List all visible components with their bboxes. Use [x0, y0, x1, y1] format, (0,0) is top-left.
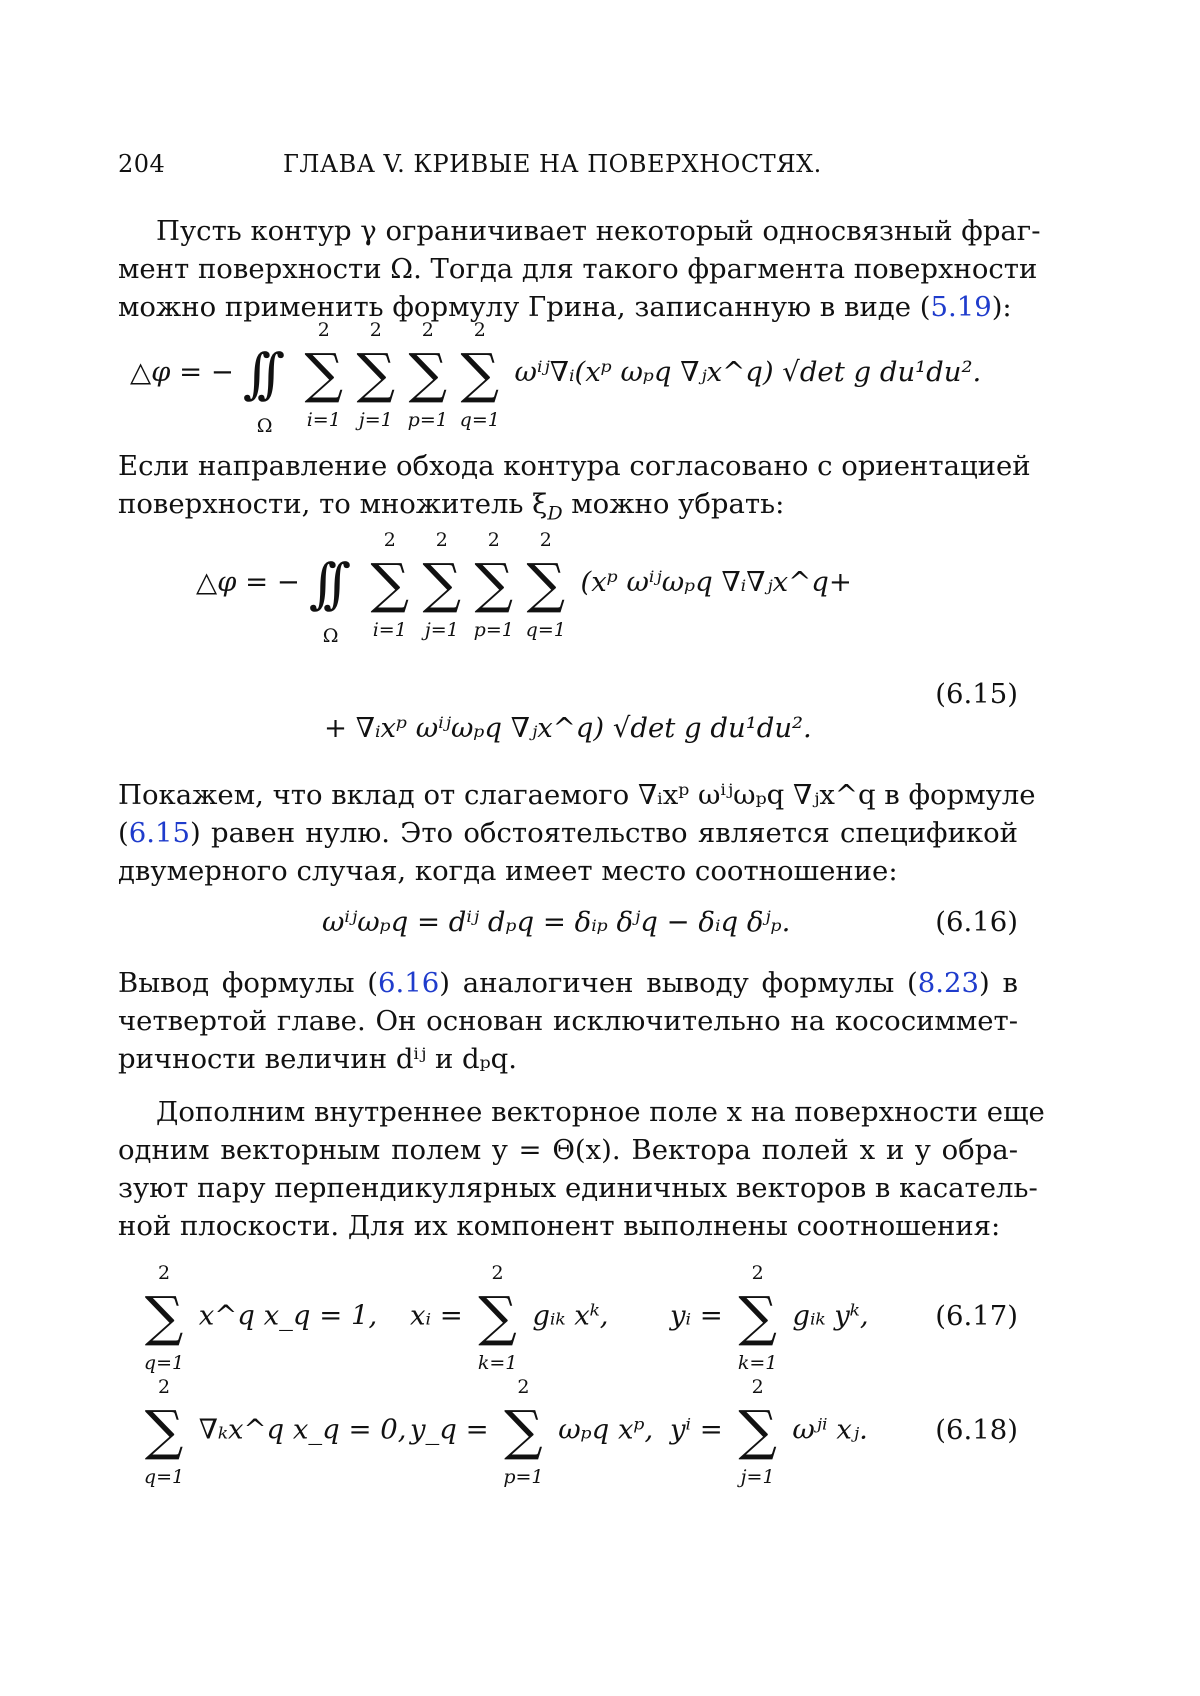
formula-6-18-a	[138, 1404, 407, 1458]
p1-line-2: мент поверхности Ω. Тогда для такого фрагмента поверхности	[118, 250, 1018, 288]
integral-domain: Ω	[257, 415, 273, 437]
sum-upper: 2	[351, 319, 401, 341]
p3-line-3: двумерного случая, когда имеет место соотношение:	[118, 852, 1018, 890]
formula-6-15-line-2	[324, 712, 812, 744]
paragraph-4	[118, 964, 1018, 1078]
sum-p: 2 ∑ p=1	[469, 557, 519, 611]
p1-line-3-end: ):	[992, 291, 1012, 323]
p4-text-a: Вывод формулы (	[118, 967, 378, 999]
f618-c-rhs: ωʲⁱ xⱼ.	[792, 1414, 867, 1446]
sum-j: 2 ∑ j=1	[417, 557, 467, 611]
sum-i: 2 ∑ i=1	[365, 557, 415, 611]
paragraph-3	[118, 776, 1018, 890]
p2-line-1: Если направление обхода контура согласовано с ориентацией	[118, 447, 1018, 485]
double-integral: ∫∫ Ω	[243, 342, 271, 405]
sum-lower: q=1	[129, 1352, 199, 1374]
f618-a-body: ∇ₖx^q x_q = 0,	[199, 1414, 407, 1446]
p2-line-2-end: можно убрать:	[563, 488, 785, 520]
ref-6-16-link[interactable]: 6.16	[378, 967, 439, 999]
sum-k: 2 ∑ k=1	[473, 1290, 523, 1344]
sum-lower: k=1	[463, 1352, 533, 1374]
sum-lower: p=1	[459, 619, 529, 641]
sum-p: 2 ∑ p=1	[403, 347, 453, 401]
p1-line-1: Пусть контур γ ограничивает некоторый односвязный фраг-	[118, 212, 1018, 250]
sum-lower: p=1	[488, 1466, 558, 1488]
p1-line-3	[118, 288, 1018, 326]
eq-number-6-15: (6.15)	[935, 678, 1018, 710]
f617-c-rhs: gᵢₖ yᵏ,	[792, 1300, 868, 1332]
p2-line-2	[118, 485, 1018, 533]
sum-lower: j=1	[723, 1466, 793, 1488]
p2-line-2-text: поверхности, то множитель ξ	[118, 488, 547, 520]
sum-lower: p=1	[393, 409, 463, 431]
p3-line-2-text: ) равен нулю. Это обстоятельство является спецификой	[190, 817, 1018, 849]
sum-upper: 2	[473, 1262, 523, 1284]
p3-line-2	[118, 814, 1018, 852]
sum-p: 2 ∑ p=1	[498, 1404, 548, 1458]
sum-upper: 2	[498, 1376, 548, 1398]
ref-8-23-link[interactable]: 8.23	[918, 967, 979, 999]
xi-subscript: D	[547, 503, 562, 525]
f615-lhs: △φ = −	[196, 566, 300, 598]
p5-line-1: Дополним внутреннее векторное поле x на поверхности еще	[118, 1093, 1018, 1131]
p4-line-1	[118, 964, 1018, 1002]
sum-upper: 2	[299, 319, 349, 341]
sum-upper: 2	[733, 1262, 783, 1284]
double-integral: ∫∫ Ω	[309, 552, 337, 615]
sum-q: 2 ∑ q=1	[139, 1404, 189, 1458]
paragraph-5	[118, 1093, 1018, 1245]
green-lhs: △φ = −	[130, 356, 234, 388]
f618-b-lhs: y_q =	[410, 1414, 489, 1446]
f616-body: ωⁱʲωₚq = dⁱʲ dₚq = δᵢₚ δʲq − δᵢq δʲₚ.	[322, 906, 790, 938]
formula-6-17-b	[410, 1290, 609, 1344]
formula-6-17-c	[670, 1290, 869, 1344]
f618-b-rhs: ωₚq xᵖ,	[558, 1414, 653, 1446]
p5-line-2: одним векторным полем y = Θ(x). Вектора полей x и y обра-	[118, 1131, 1018, 1169]
running-header	[118, 150, 1018, 186]
paragraph-2	[118, 447, 1018, 533]
sum-lower: i=1	[355, 619, 425, 641]
ref-5-19-link[interactable]: 5.19	[930, 291, 991, 323]
chapter-title: ГЛАВА V. КРИВЫЕ НА ПОВЕРХНОСТЯХ.	[283, 150, 822, 178]
sum-lower: q=1	[445, 409, 515, 431]
sum-lower: i=1	[289, 409, 359, 431]
sum-q: 2 ∑ q=1	[455, 347, 505, 401]
formula-6-16	[322, 906, 790, 938]
sum-q: 2 ∑ q=1	[521, 557, 571, 611]
sum-upper: 2	[365, 529, 415, 551]
p4-line-3: ричности величин dⁱʲ и dₚq.	[118, 1040, 1018, 1078]
f615-integrand-2: + ∇ᵢxᵖ ωⁱʲωₚq ∇ⱼx^q) √det g du¹du².	[324, 712, 812, 744]
eq-number-6-18: (6.18)	[935, 1414, 1018, 1446]
sum-upper: 2	[455, 319, 505, 341]
formula-6-15-line-1	[196, 552, 852, 615]
sum-lower: q=1	[129, 1466, 199, 1488]
eq-number-6-16: (6.16)	[935, 906, 1018, 938]
sum-upper: 2	[417, 529, 467, 551]
sum-lower: q=1	[511, 619, 581, 641]
sum-j: 2 ∑ j=1	[733, 1404, 783, 1458]
paragraph-1	[118, 212, 1018, 326]
p4-text-b: ) аналогичен выводу формулы (	[439, 967, 917, 999]
sum-i: 2 ∑ i=1	[299, 347, 349, 401]
green-formula	[130, 342, 981, 405]
p3-line-1: Покажем, что вклад от слагаемого ∇ᵢxᵖ ωⁱʲωₚq ∇ⱼx^q в формуле	[118, 776, 1018, 814]
green-integrand: ωⁱʲ∇ᵢ(xᵖ ωₚq ∇ⱼx^q) √det g du¹du².	[515, 356, 982, 388]
f617-b-lhs: xᵢ =	[410, 1300, 463, 1332]
sum-lower: j=1	[341, 409, 411, 431]
formula-6-18-b	[410, 1404, 653, 1458]
sum-upper: 2	[139, 1262, 189, 1284]
p3-open-paren: (	[118, 817, 129, 849]
eq-number-6-17: (6.17)	[935, 1300, 1018, 1332]
f618-c-lhs: yⁱ =	[670, 1414, 723, 1446]
page-number: 204	[118, 150, 165, 178]
f617-a-body: x^q x_q = 1,	[199, 1300, 378, 1332]
sum-k: 2 ∑ k=1	[733, 1290, 783, 1344]
integral-domain: Ω	[323, 625, 339, 647]
f617-b-rhs: gᵢₖ xᵏ,	[532, 1300, 608, 1332]
ref-6-15-link[interactable]: 6.15	[129, 817, 190, 849]
sum-upper: 2	[403, 319, 453, 341]
f615-integrand-1: (xᵖ ωⁱʲωₚq ∇ᵢ∇ⱼx^q+	[581, 566, 852, 598]
sum-upper: 2	[733, 1376, 783, 1398]
p5-line-4: ной плоскости. Для их компонент выполнены соотношения:	[118, 1207, 1018, 1245]
formula-6-18-c	[670, 1404, 868, 1458]
sum-q: 2 ∑ q=1	[139, 1290, 189, 1344]
formula-6-17-a	[138, 1290, 377, 1344]
p1-line-3-text: можно применить формулу Грина, записанную в виде (	[118, 291, 930, 323]
sum-upper: 2	[139, 1376, 189, 1398]
sum-upper: 2	[469, 529, 519, 551]
p4-text-c: ) в	[979, 967, 1018, 999]
f617-c-lhs: yᵢ =	[670, 1300, 723, 1332]
sum-j: 2 ∑ j=1	[351, 347, 401, 401]
p4-line-2: четвертой главе. Он основан исключительно на кососиммет-	[118, 1002, 1018, 1040]
sum-lower: j=1	[407, 619, 477, 641]
sum-lower: k=1	[723, 1352, 793, 1374]
p5-line-3: зуют пару перпендикулярных единичных векторов в касатель-	[118, 1169, 1018, 1207]
sum-upper: 2	[521, 529, 571, 551]
